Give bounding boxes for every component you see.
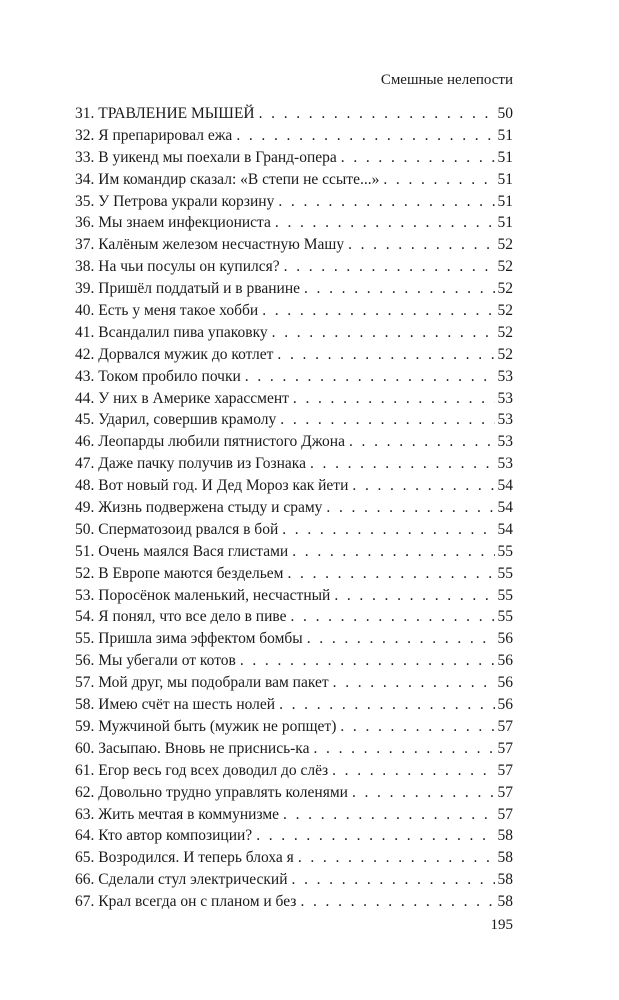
toc-entry[interactable] — [75, 650, 513, 672]
toc-entry-title: 66. Сделали стул электрический — [75, 871, 288, 889]
toc-entry-page-number: 53 — [497, 389, 513, 407]
toc-entry-page-number: 57 — [497, 805, 513, 823]
toc-entry[interactable] — [75, 563, 513, 585]
toc-entry[interactable] — [75, 212, 513, 234]
toc-entry-title: 32. Я препарировал ежа — [75, 126, 233, 144]
toc-entry[interactable] — [75, 322, 513, 344]
toc-entry[interactable] — [75, 409, 513, 431]
toc-entry[interactable] — [75, 103, 513, 125]
toc-dot-leader — [313, 738, 494, 760]
toc-entry-title: 35. У Петрова украли корзину — [75, 192, 275, 210]
toc-entry-page-number: 52 — [497, 302, 513, 320]
toc-entry-page-number: 51 — [497, 126, 513, 144]
toc-dot-leader — [352, 475, 494, 497]
toc-dot-leader — [256, 825, 494, 847]
toc-entry-title: 60. Засыпаю. Вновь не приснись-ка — [75, 739, 310, 757]
toc-entry-page-number: 54 — [497, 477, 513, 495]
toc-dot-leader — [333, 672, 495, 694]
toc-entry-title: 40. Есть у меня такое хобби — [75, 302, 259, 320]
toc-entry-title: 63. Жить мечтая в коммунизме — [75, 805, 280, 823]
toc-dot-leader — [300, 891, 494, 913]
toc-entry-page-number: 53 — [497, 411, 513, 429]
toc-entry-page-number: 58 — [497, 893, 513, 911]
toc-dot-leader — [287, 563, 494, 585]
toc-entry-title: 37. Калёным железом несчастную Машу — [75, 236, 345, 254]
toc-entry[interactable] — [75, 869, 513, 891]
toc-entry[interactable] — [75, 891, 513, 913]
toc-dot-leader — [304, 278, 495, 300]
table-of-contents — [75, 103, 513, 913]
toc-entry[interactable] — [75, 497, 513, 519]
toc-dot-leader — [279, 694, 494, 716]
toc-entry[interactable] — [75, 344, 513, 366]
toc-entry-page-number: 55 — [497, 564, 513, 582]
toc-entry[interactable] — [75, 825, 513, 847]
toc-entry-page-number: 57 — [497, 783, 513, 801]
toc-dot-leader — [383, 169, 494, 191]
toc-dot-leader — [292, 869, 495, 891]
toc-entry-page-number: 52 — [497, 345, 513, 363]
toc-entry-page-number: 51 — [497, 170, 513, 188]
toc-entry-page-number: 56 — [497, 630, 513, 648]
toc-entry-page-number: 51 — [497, 148, 513, 166]
toc-entry-title: 31. ТРАВЛЕНИЕ МЫШЕЙ — [75, 105, 255, 122]
toc-dot-leader — [290, 606, 494, 628]
toc-entry[interactable] — [75, 782, 513, 804]
toc-entry[interactable] — [75, 147, 513, 169]
toc-entry[interactable] — [75, 388, 513, 410]
toc-entry-page-number: 58 — [497, 827, 513, 845]
toc-entry[interactable] — [75, 431, 513, 453]
toc-dot-leader — [352, 782, 495, 804]
toc-entry-title: 42. Дорвался мужик до котлет — [75, 345, 274, 363]
toc-entry-page-number: 56 — [497, 696, 513, 714]
toc-entry-title: 34. Им командир сказал: «В степи не ссыте...» — [75, 170, 380, 188]
toc-entry[interactable] — [75, 760, 513, 782]
toc-dot-leader — [236, 125, 494, 147]
toc-entry-title: 58. Имею счёт на шесть нолей — [75, 696, 276, 714]
toc-dot-leader — [340, 716, 494, 738]
toc-entry-page-number: 55 — [497, 586, 513, 604]
toc-dot-leader — [282, 519, 494, 541]
toc-entry-title: 53. Поросёнок маленький, несчастный — [75, 586, 331, 604]
toc-dot-leader — [292, 541, 494, 563]
toc-entry-title: 54. Я понял, что все дело в пиве — [75, 608, 287, 626]
toc-entry[interactable] — [75, 256, 513, 278]
toc-entry[interactable] — [75, 541, 513, 563]
toc-entry[interactable] — [75, 234, 513, 256]
toc-entry-title: 56. Мы убегали от котов — [75, 652, 236, 670]
toc-dot-leader — [326, 497, 494, 519]
toc-entry[interactable] — [75, 300, 513, 322]
toc-entry[interactable] — [75, 716, 513, 738]
toc-entry-title: 44. У них в Америке харассмент — [75, 389, 289, 407]
toc-entry-title: 59. Мужчиной быть (мужик не ропщет) — [75, 717, 337, 735]
toc-entry-title: 64. Кто автор композиции? — [75, 827, 253, 845]
toc-entry[interactable] — [75, 672, 513, 694]
toc-entry-title: 67. Крал всегда он с планом и без — [75, 893, 297, 911]
toc-entry[interactable] — [75, 804, 513, 826]
toc-dot-leader — [341, 147, 495, 169]
toc-entry[interactable] — [75, 278, 513, 300]
toc-entry-page-number: 57 — [497, 739, 513, 757]
toc-dot-leader — [334, 585, 494, 607]
toc-entry-page-number: 54 — [497, 520, 513, 538]
toc-dot-leader — [280, 409, 494, 431]
toc-entry-page-number: 55 — [497, 542, 513, 560]
toc-dot-leader — [272, 322, 495, 344]
toc-entry-page-number: 57 — [497, 761, 513, 779]
toc-entry-title: 51. Очень маялся Вася глистами — [75, 542, 289, 560]
toc-entry-title: 33. В уикенд мы поехали в Гранд-опера — [75, 148, 337, 166]
toc-entry[interactable] — [75, 169, 513, 191]
toc-entry[interactable] — [75, 366, 513, 388]
toc-entry-title: 36. Мы знаем инфекциониста — [75, 214, 271, 232]
toc-entry-page-number: 55 — [497, 608, 513, 626]
toc-dot-leader — [262, 300, 494, 322]
toc-entry-title: 55. Пришла зима эффектом бомбы — [75, 630, 303, 648]
toc-entry-page-number: 54 — [497, 499, 513, 517]
toc-dot-leader — [240, 650, 495, 672]
toc-entry-title: 46. Леопарды любили пятнистого Джона — [75, 433, 345, 451]
toc-entry-page-number: 52 — [497, 236, 513, 254]
toc-dot-leader — [310, 453, 495, 475]
toc-entry[interactable] — [75, 191, 513, 213]
toc-dot-leader — [283, 804, 494, 826]
toc-entry-title: 45. Ударил, совершив крамолу — [75, 411, 277, 429]
toc-entry-page-number: 53 — [497, 433, 513, 451]
toc-dot-leader — [332, 760, 494, 782]
toc-entry-title: 62. Довольно трудно управлять коленями — [75, 783, 348, 801]
toc-dot-leader — [298, 847, 495, 869]
toc-entry-title: 52. В Европе маются бездельем — [75, 564, 284, 582]
toc-dot-leader — [278, 191, 494, 213]
toc-entry-title: 65. Возродился. И теперь блоха я — [75, 849, 294, 867]
toc-entry-page-number: 53 — [497, 455, 513, 473]
running-header: Смешные нелепости — [380, 72, 513, 88]
toc-entry-title: 61. Егор весь год всех доводил до слёз — [75, 761, 329, 779]
toc-dot-leader — [284, 256, 495, 278]
toc-entry-title: 43. Током пробило почки — [75, 367, 241, 385]
toc-dot-leader — [277, 344, 494, 366]
toc-entry-page-number: 56 — [497, 652, 513, 670]
toc-entry-page-number: 51 — [497, 192, 513, 210]
toc-entry-page-number: 50 — [497, 105, 513, 122]
toc-entry-page-number: 53 — [497, 367, 513, 385]
toc-entry-title: 38. На чьи посулы он купился? — [75, 258, 280, 276]
toc-entry[interactable] — [75, 606, 513, 628]
toc-entry-page-number: 58 — [497, 871, 513, 889]
toc-dot-leader — [348, 234, 494, 256]
toc-entry-page-number: 51 — [497, 214, 513, 232]
toc-dot-leader — [259, 103, 495, 125]
toc-dot-leader — [307, 628, 495, 650]
toc-entry-title: 50. Сперматозоид рвался в бой — [75, 520, 279, 538]
toc-entry-title: 39. Пришёл поддатый и в рванине — [75, 280, 300, 298]
toc-entry-title: 57. Мой друг, мы подобрали вам пакет — [75, 674, 329, 692]
toc-entry-page-number: 56 — [497, 674, 513, 692]
toc-entry-title: 41. Всандалил пива упаковку — [75, 323, 268, 341]
toc-entry-page-number: 52 — [497, 280, 513, 298]
toc-entry[interactable] — [75, 585, 513, 607]
toc-entry-page-number: 57 — [497, 717, 513, 735]
toc-entry-page-number: 58 — [497, 849, 513, 867]
page-number: 195 — [490, 917, 513, 933]
toc-entry[interactable] — [75, 847, 513, 869]
toc-entry[interactable] — [75, 628, 513, 650]
toc-dot-leader — [245, 366, 495, 388]
toc-entry[interactable] — [75, 519, 513, 541]
toc-dot-leader — [275, 212, 495, 234]
toc-entry[interactable] — [75, 475, 513, 497]
toc-entry[interactable] — [75, 738, 513, 760]
toc-entry[interactable] — [75, 453, 513, 475]
toc-dot-leader — [349, 431, 495, 453]
toc-entry-title: 49. Жизнь подвержена стыду и сраму — [75, 499, 323, 517]
toc-entry-page-number: 52 — [497, 258, 513, 276]
toc-entry-title: 48. Вот новый год. И Дед Мороз как йети — [75, 477, 349, 495]
toc-entry[interactable] — [75, 125, 513, 147]
toc-entry[interactable] — [75, 694, 513, 716]
toc-entry-title: 47. Даже пачку получив из Гознака — [75, 455, 306, 473]
toc-entry-page-number: 52 — [497, 323, 513, 341]
toc-dot-leader — [293, 388, 495, 410]
